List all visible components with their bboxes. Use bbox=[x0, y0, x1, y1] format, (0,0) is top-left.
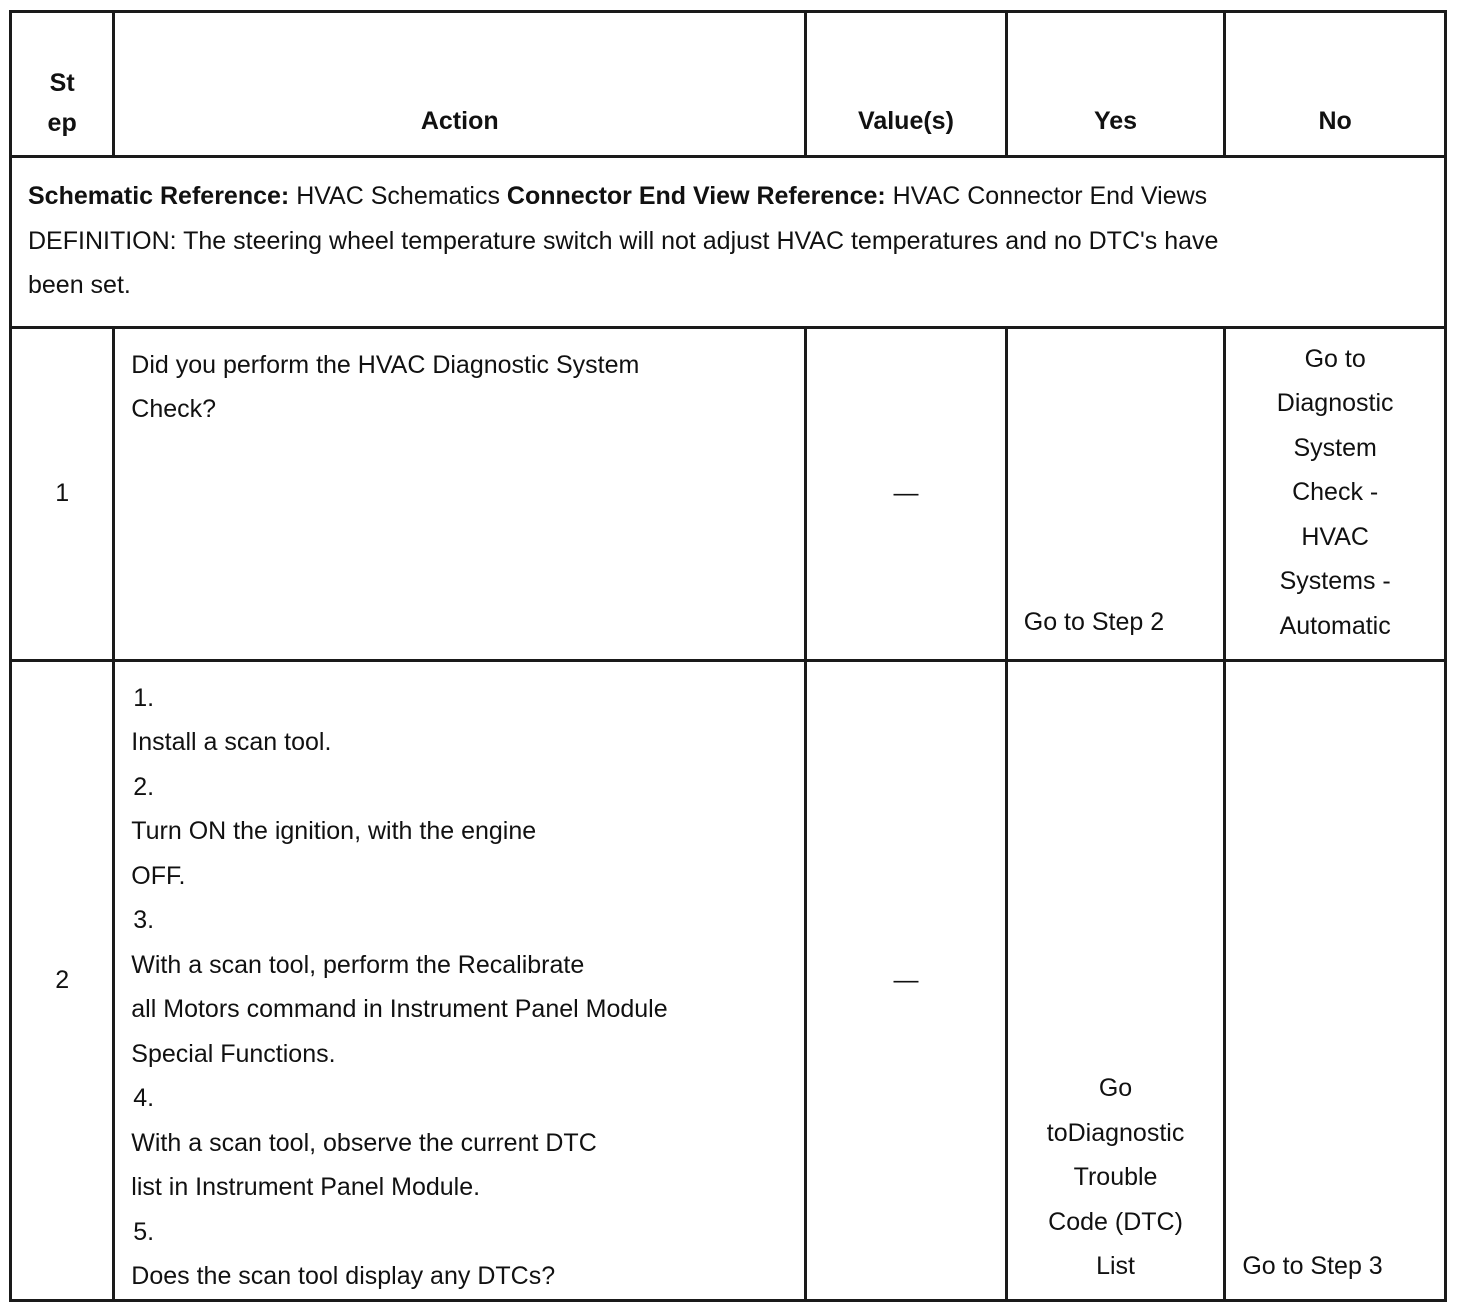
yes-link[interactable]: Go toDiagnostic Trouble Code (DTC) List bbox=[1006, 660, 1225, 1300]
yes-link[interactable]: Go to Step 2 bbox=[1006, 327, 1225, 660]
table-row bbox=[11, 327, 1446, 660]
step-column-header: St ep bbox=[11, 12, 114, 157]
schematic-reference-label: Schematic Reference: bbox=[28, 182, 290, 210]
diagnostic-table-container bbox=[9, 10, 1447, 1302]
list-item: 4. With a scan tool, observe the current DTC bbox=[131, 1084, 597, 1157]
action-text-cont: Check? bbox=[131, 395, 217, 423]
header-row bbox=[11, 12, 1446, 157]
no-column-header: No bbox=[1225, 12, 1446, 157]
definition-text: DEFINITION: The steering wheel temperature switch will not adjust HVAC temperatures and no DTC's have bbox=[28, 226, 1219, 255]
table-row bbox=[11, 660, 1446, 1300]
action-column-header: Action bbox=[114, 12, 806, 157]
diagnostic-table bbox=[9, 10, 1447, 1302]
value-cell: — bbox=[806, 660, 1007, 1300]
list-item-cont: OFF. bbox=[131, 861, 186, 890]
list-item: 5. Does the scan tool display any DTCs? bbox=[131, 1217, 556, 1290]
list-item-cont: list in Instrument Panel Module. bbox=[131, 1173, 481, 1201]
action-text: Did you perform the HVAC Diagnostic System bbox=[131, 350, 640, 379]
reference-row bbox=[11, 157, 1446, 328]
list-item: 2. Turn ON the ignition, with the engine bbox=[131, 772, 537, 845]
no-link[interactable]: Go to Step 3 bbox=[1225, 660, 1446, 1300]
no-link[interactable]: Go to Diagnostic System Check - HVAC Systems - Automatic bbox=[1225, 327, 1446, 660]
list-item: 3. With a scan tool, perform the Recalibrate bbox=[131, 906, 585, 979]
reference-cell bbox=[11, 157, 1446, 328]
step-number: 2 bbox=[11, 660, 114, 1300]
action-cell bbox=[114, 327, 806, 660]
list-item-cont: all Motors command in Instrument Panel Module bbox=[131, 995, 668, 1023]
value-cell: — bbox=[806, 327, 1007, 660]
action-cell bbox=[114, 660, 806, 1300]
connector-reference-link[interactable]: HVAC Connector End Views bbox=[892, 182, 1208, 210]
list-item: 1. Install a scan tool. bbox=[131, 683, 332, 756]
definition-text-cont: been set. bbox=[28, 271, 131, 299]
yes-column-header: Yes bbox=[1006, 12, 1225, 157]
connector-reference-label: Connector End View Reference: bbox=[506, 182, 886, 210]
values-column-header: Value(s) bbox=[806, 12, 1007, 157]
schematic-reference-link[interactable]: HVAC Schematics bbox=[296, 182, 500, 210]
step-number: 1 bbox=[11, 327, 114, 660]
list-item-cont: Special Functions. bbox=[131, 1039, 336, 1068]
